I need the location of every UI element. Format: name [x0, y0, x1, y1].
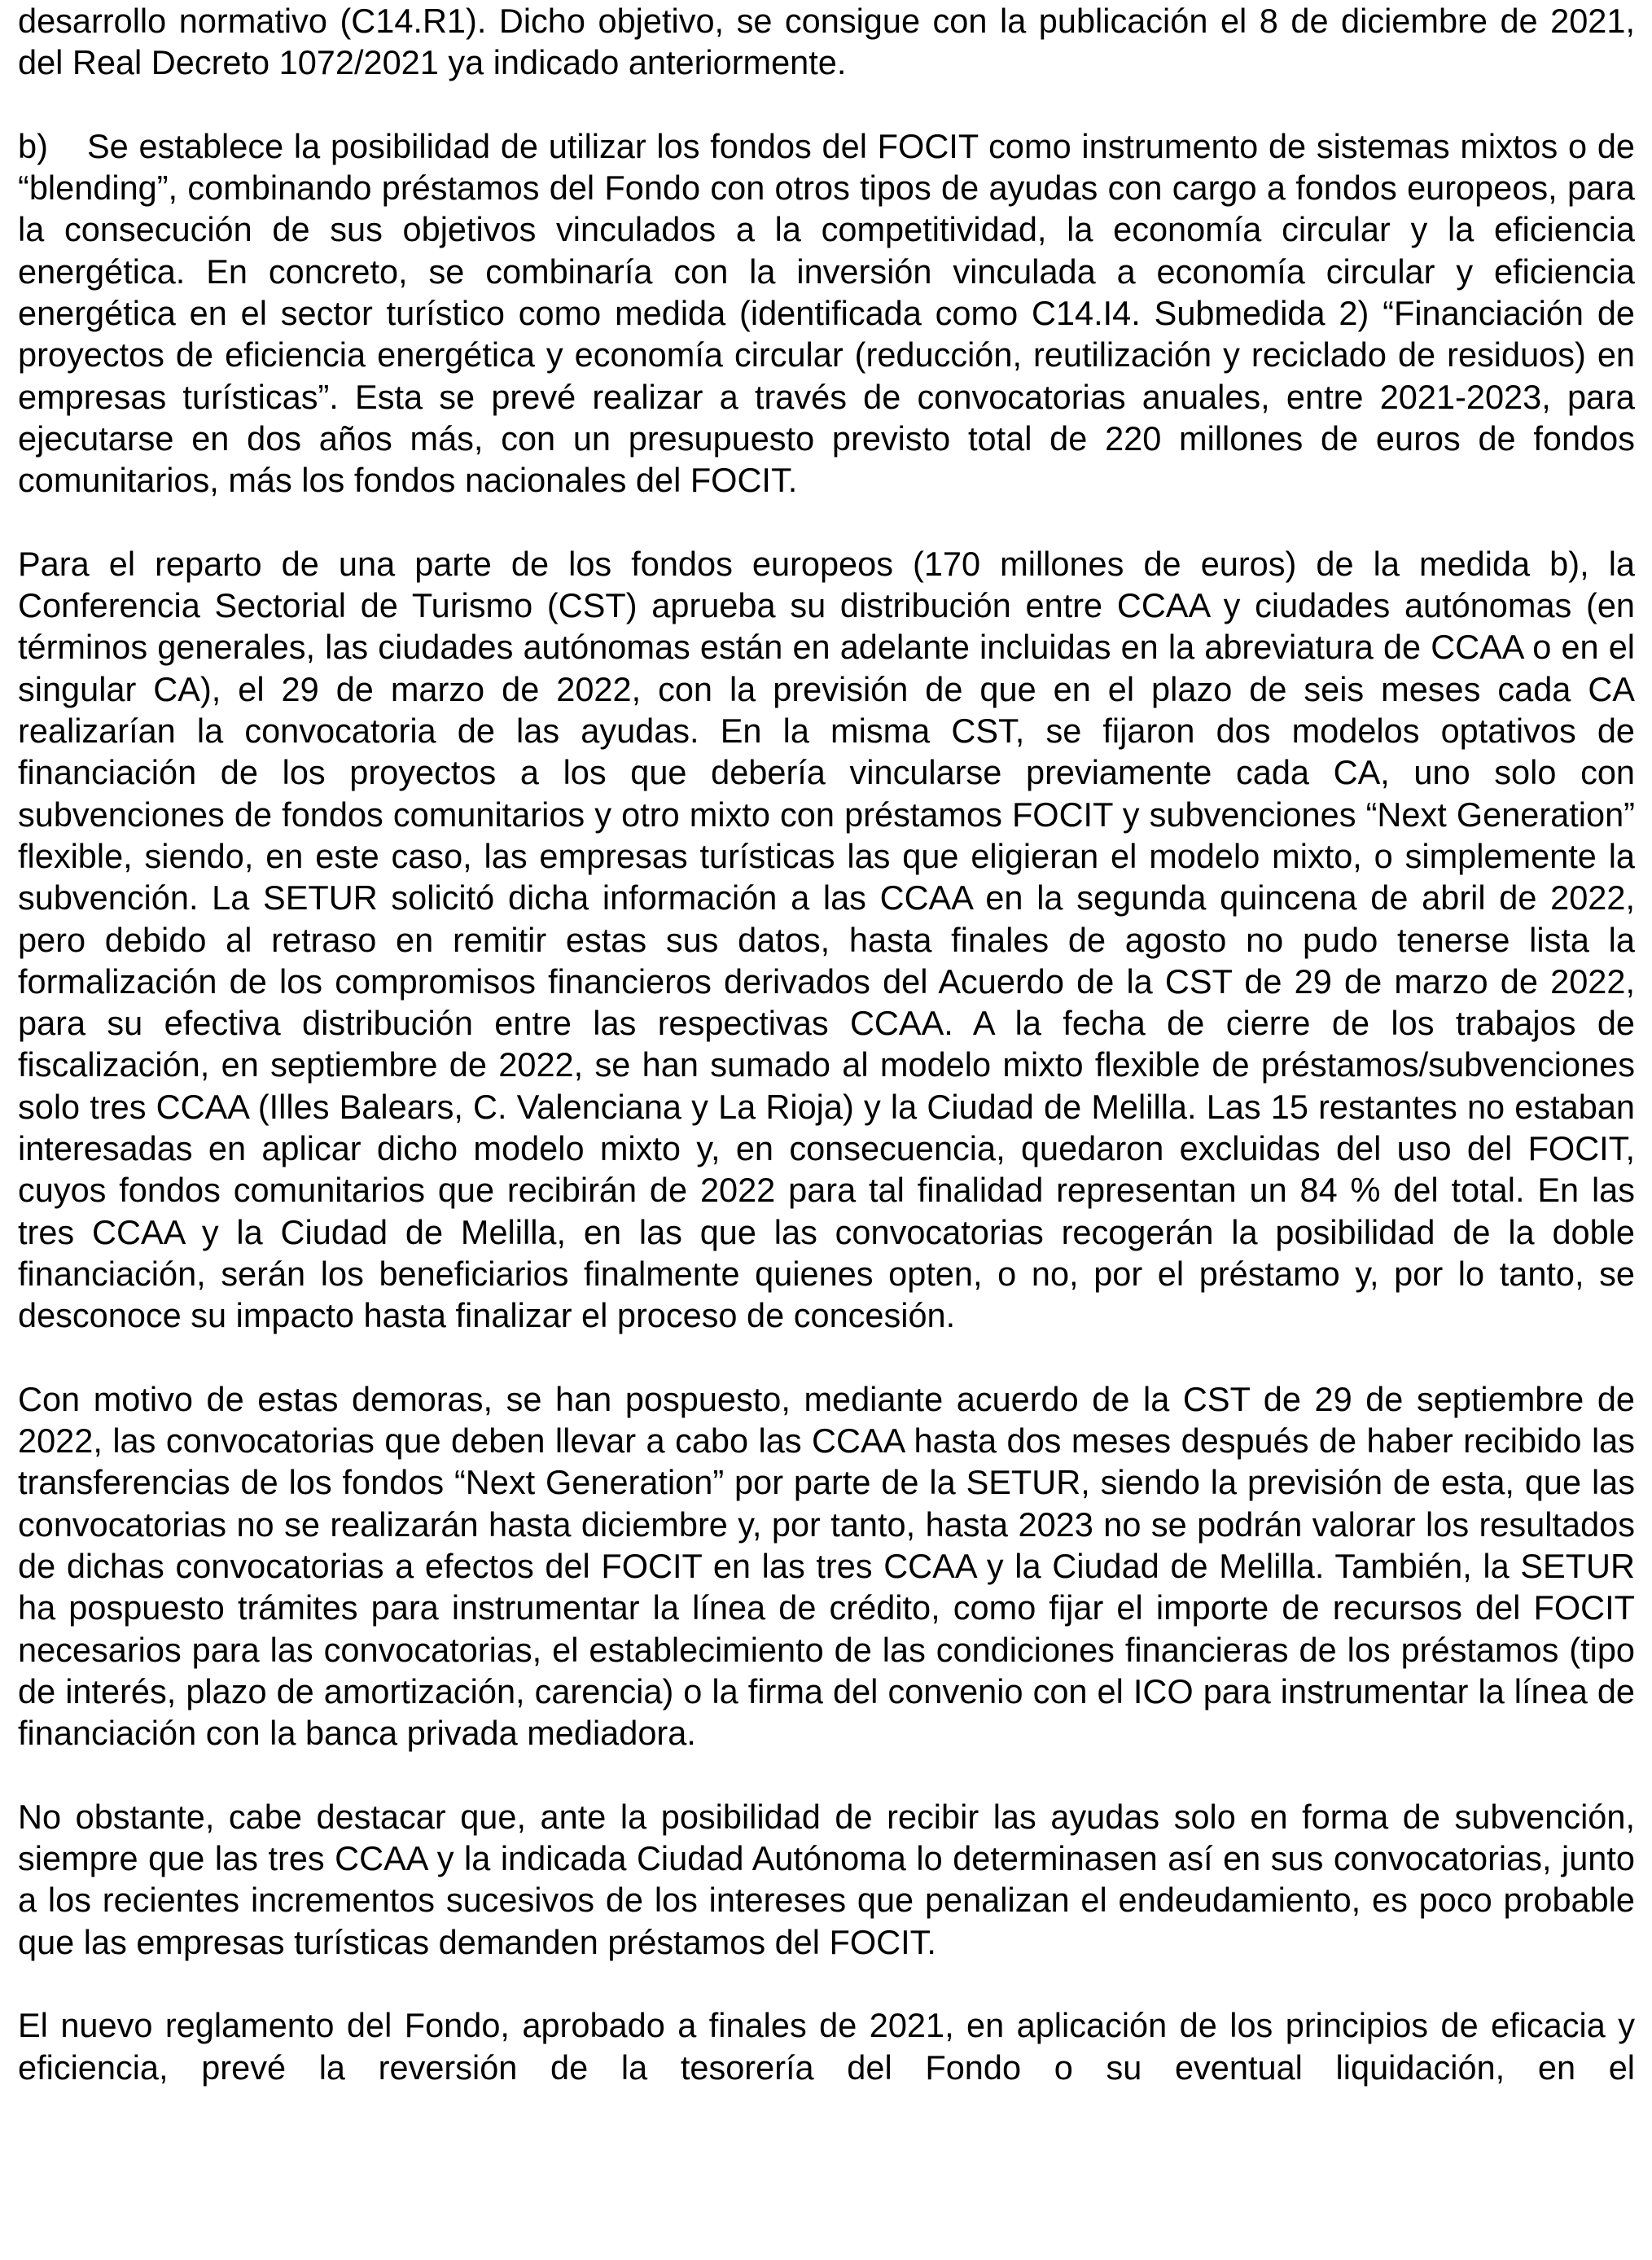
paragraph-normative-development [18, 0, 1635, 84]
paragraph-text: Para el reparto de una parte de los fondos europeos (170 millones de euros) de la medida b), la Conferencia Sectorial de Turismo (CST) aprueba su distribución entre CCAA y ciudades autónomas (en términos generales, las ciudades autónomas están en adelante incluidas en la abreviatura de CCAA o en el singular CA), el 29 de marzo de 2022, con la previsión de que en el plazo de seis meses cada CA realizarían la convocatoria de las ayudas. En la misma CST, se fijaron dos modelos optativos de financiación de los proyectos a los que debería vincularse previamente cada CA, uno solo con subvenciones de fondos comunitarios y otro mixto con préstamos FOCIT y subvenciones “Next Generation” flexible, siendo, en este caso, las empresas turísticas las que eligieran el modelo mixto, o simplemente la subvención. La SETUR solicitó dicha información a las CCAA en la segunda quincena de abril de 2022, pero debido al retraso en remitir estas sus datos, hasta finales de agosto no pudo tenerse lista la formalización de los compromisos financieros derivados del Acuerdo de la CST de 29 de marzo de 2022, para su efectiva distribución entre las respectivas CCAA. A la fecha de cierre de los trabajos de fiscalización, en septiembre de 2022, se han sumado al modelo mixto flexible de préstamos/subvenciones solo tres CCAA (Illes Balears, C. Valenciana y La Rioja) y la Ciudad de Melilla. Las 15 restantes no estaban interesadas en aplicar dicho modelo mixto y, en consecuencia, quedaron excluidas del uso del FOCIT, cuyos fondos comunitarios que recibirán de 2022 para tal finalidad representan un 84 % del total. En las tres CCAA y la Ciudad de Melilla, en las que las convocatorias recogerán la posibilidad de la doble financiación, serán los beneficiarios finalmente quienes opten, o no, por el préstamo y, por lo tanto, se desconoce su impacto hasta finalizar el proceso de concesión. [18, 544, 1635, 1335]
paragraph-delays [18, 1378, 1635, 1754]
paragraph-fund-distribution [18, 543, 1635, 1337]
paragraph-text: Se establece la posibilidad de utilizar los fondos del FOCIT como instrumento de sistemas mixtos o de “blending”, combinando préstamos del Fondo con otros tipos de ayudas con cargo a fondos europeos, para la consecución de sus objetivos vinculados a la competitividad, la economía circular y la eficiencia energética. En concreto, se combinaría con la inversión vinculada a economía circular y eficiencia energética en el sector turístico como medida (identificada como C14.I4. Submedida 2) “Financiación de proyectos de eficiencia energética y economía circular (reducción, reutilización y reciclado de residuos) en empresas turísticas”. Esta se prevé realizar a través de convocatorias anuales, entre 2021-2023, para ejecutarse en dos años más, con un presupuesto previsto total de 220 millones de euros de fondos comunitarios, más los fondos nacionales del FOCIT. [18, 126, 1635, 500]
paragraph-text: desarrollo normativo (C14.R1). Dicho objetivo, se consigue con la publicación el 8 de diciembre de 2021, del Real Decreto 1072/2021 ya indicado anteriormente. [18, 2, 1635, 82]
paragraph-text: El nuevo reglamento del Fondo, aprobado a finales de 2021, en aplicación de los principios de eficacia y eficiencia, prevé la reversión de la tesorería del Fondo o su eventual liquidación, en el [18, 2006, 1635, 2087]
paragraph-however [18, 1796, 1635, 1963]
document-page [18, 0, 1635, 2088]
paragraph-text: No obstante, cabe destacar que, ante la posibilidad de recibir las ayudas solo en forma de subvención, siempre que las tres CCAA y la indicada Ciudad Autónoma lo determinasen así en sus convocatorias, junto a los recientes incrementos sucesivos de los intereses que penalizan el endeudamiento, es poco probable que las empresas turísticas demanden préstamos del FOCIT. [18, 1797, 1635, 1961]
list-item-label: b) [18, 126, 48, 165]
paragraph-item-b-blending [18, 125, 1635, 501]
paragraph-text: Con motivo de estas demoras, se han pospuesto, mediante acuerdo de la CST de 29 de septiembre de 2022, las convocatorias que deben llevar a cabo las CCAA hasta dos meses después de haber recibido las transferencias de los fondos “Next Generation” por parte de la SETUR, siendo la previsión de esta, que las convocatorias no se realizarán hasta diciembre y, por tanto, hasta 2023 no se podrán valorar los resultados de dichas convocatorias a efectos del FOCIT en las tres CCAA y la Ciudad de Melilla. También, la SETUR ha pospuesto trámites para instrumentar la línea de crédito, como fijar el importe de recursos del FOCIT necesarios para las convocatorias, el establecimiento de las condiciones financieras de los préstamos (tipo de interés, plazo de amortización, carencia) o la firma del convenio con el ICO para instrumentar la línea de financiación con la banca privada mediadora. [18, 1379, 1635, 1753]
paragraph-new-regulation [18, 2004, 1635, 2088]
